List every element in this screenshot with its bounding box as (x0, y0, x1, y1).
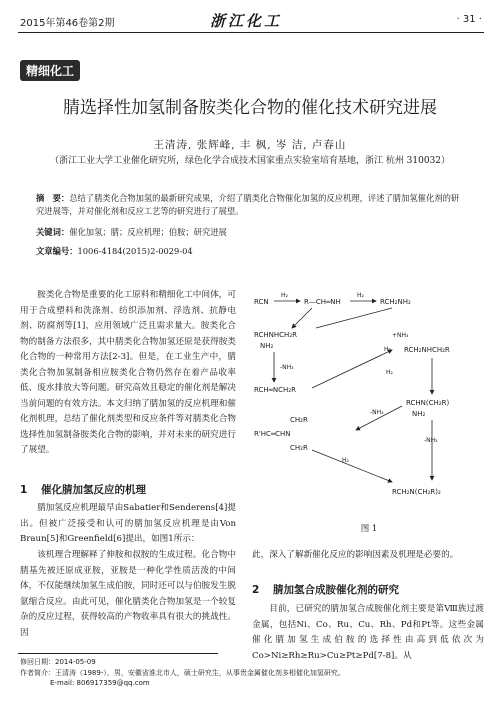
label-secondary-amine: RCH₂NHCH₂R (404, 346, 450, 354)
label-aminal: RCHNHCH₂R (254, 331, 297, 339)
label-h2-c: H₂ (384, 346, 391, 353)
section2-paragraph1: 目前，已研究的腈加氢合成胺催化剂主要是第Ⅷ族过渡金属，包括Ni、Co、Ru、Cu、Rh、Pd和Pt等。这些金属催化腈加氢生成伯胺的选择性由高到低依次为Co>Ni≥Rh≥Ru>Cu≥Pt≥Pd[7-8]。从 (252, 604, 484, 661)
arrow-enamine-tertiary (312, 450, 392, 482)
article-number (36, 245, 464, 258)
label-nh2: NH₂ (260, 342, 274, 350)
label-tertiary-amine: RCH₂N(CH₂R)₂ (392, 488, 441, 496)
article-title: 腈选择性加氢制备胺类化合物的催化技术研究进展 (63, 98, 437, 118)
label-minus-nh3-a: -NH₃ (280, 364, 294, 371)
section2-number: 2 (252, 584, 260, 596)
line-primary-aminal (316, 308, 392, 328)
article-number-label: 文章编号： (36, 246, 78, 256)
arrow-schiff-secondary (312, 350, 392, 388)
section1-number: 1 (20, 484, 28, 496)
label-h2-e: H₂ (342, 457, 349, 464)
section2-title: 腈加氢合成胺催化剂的研究 (272, 584, 399, 596)
section1-paragraph2: 该机理合理解释了伸胺和叔胺的生成过程。化合物中腈基先被还原成亚胺，亚胺是一种化学性质活泼的中间体，不仅能继续加氢生成伯胺，同时还可以与伯胺发生脱氨缩合反应。由此可见，催化腈类化合物加氢是一个较复杂的反应过程，获得较高的产物收率具有很大的挑战性。因 (20, 550, 236, 638)
label-h2-d: H₂ (386, 369, 393, 376)
reaction-scheme (252, 284, 486, 499)
figure-caption: 图 1 (360, 524, 378, 534)
abstract (36, 192, 464, 218)
label-rcn: RCN (254, 298, 269, 306)
author-bio: 作者简介：王清涛（1989-），男，安徽省淮北市人，硕士研究生，从事贵金属催化剂多相催化加氢研究。 (20, 669, 345, 677)
author-email: E-mail: 806917359@qq.com (50, 679, 150, 687)
header-rule (18, 32, 484, 33)
intro-paragraph: 胺类化合物是重要的化工原料和精细化工中间体，可用于合成塑料和洗涤剂、纺织添加剂、浮选剂、抗静电剂、防腐剂等[1]，应用领域广泛且需求量大。胺类化合物的制备方法很多，其中腈类化合物加氢还原是获得胺类化合物的一种常用方法[2-3]。但是，在工业生产中，腈类化合物加氢制备相应胺类化合物仍然存在着产品收率低、废水排放大等问题。研究高效且稳定的催化剂是解决当前问题的有效方法。本文归纳了腈加氢的反应机理和催化剂机理，总结了催化剂类型和反应条件等对腈类化合物选择性加氢制备胺类化合物的影响，并对未来的研究进行了展望。 (20, 290, 236, 455)
keywords-text: 催化加氢；腈；反应机理；伯胺；研究进展 (69, 227, 227, 237)
abstract-label: 摘 要： (36, 193, 70, 203)
keywords-label: 关键词： (36, 227, 70, 237)
section1-heading (20, 482, 146, 497)
issue-info: 2015年第46卷第2期 (20, 18, 115, 29)
keywords (36, 226, 464, 239)
label-ch2r-top: CH₂R (290, 416, 308, 424)
label-schiff-base: RCH═NCH₂R (254, 386, 296, 394)
label-primary-amine: RCH₂NH₂ (380, 298, 411, 306)
arrow-imine-aminal (292, 308, 312, 328)
label-h2-a: H₂ (281, 292, 288, 299)
authors: 王清涛, 张辉峰, 丰 枫, 岑 洁, 卢春山 (153, 139, 347, 151)
section2-heading (252, 582, 399, 597)
affiliation: （浙江工业大学工业催化研究所，绿色化学合成技术国家重点实验室培育基地，浙江 杭州 310032） (49, 156, 451, 166)
label-minus-nh3-c: -NH₃ (424, 437, 438, 444)
received-date: 修回日期：2014-05-09 (20, 658, 96, 666)
journal-name: 浙江化工 (210, 12, 283, 30)
label-imine: R—CH═NH (304, 298, 341, 306)
label-plus-nh3: +NH₃ (392, 332, 409, 339)
label-nh2-b: NH₂ (412, 410, 426, 418)
label-enamine: R'HC═CHN (254, 430, 291, 438)
section1-title: 催化腈加氢反应的机理 (40, 484, 146, 496)
label-aminal2: RCHN(CH₂R) (406, 399, 450, 407)
section1-paragraph1: 腈加氢反应机理最早由Sabatier和Senderens[4]提出。但被广泛接受和认可的腈加氢反应机理是由Von Braun[5]和Greenfield[6]提出，如图1所示： (20, 503, 236, 544)
label-h2-b: H₂ (357, 292, 364, 299)
label-ch2r-bottom: CH₂R (290, 444, 308, 452)
label-minus-nh3-b: -NH₃ (370, 409, 384, 416)
abstract-text: 总结了腈类化合物加氢的最新研究成果，介绍了腈类化合物催化加氢的反应机理，评述了腈加氢催化剂的研究进展等，并对催化剂和反应工艺等的研究进行了展望。 (36, 193, 460, 216)
page-number: · 31 · (456, 14, 482, 25)
article-number-value: 1006-4184(2015)2-0029-04 (77, 246, 193, 256)
footer-rule (18, 653, 218, 654)
right-col-continuation: 此，深入了解新催化反应的影响因素及机理是必要的。 (252, 550, 459, 560)
section-badge: 精细化工 (20, 60, 80, 81)
